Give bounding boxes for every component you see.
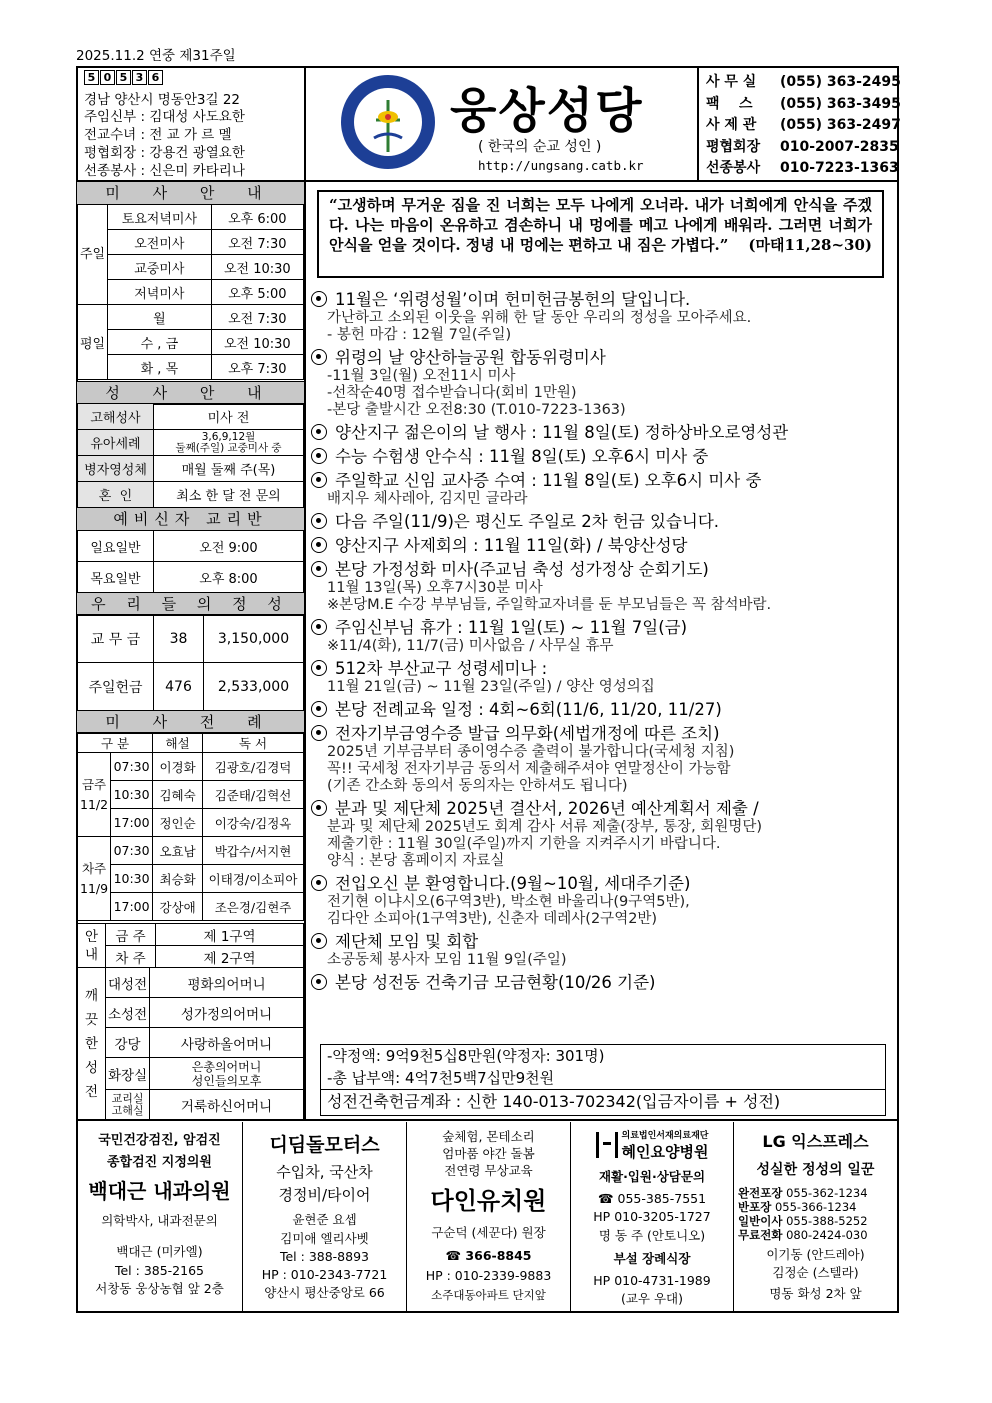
notice-heading: 수능 수험생 안수식 : 11월 8일(토) 오후6시 미사 중 <box>335 447 709 466</box>
notice-detail: 11월 13일(목) 오후7시30분 미사 <box>327 580 543 596</box>
bullet-icon <box>311 974 327 990</box>
notice-heading: 양산지구 젊은이의 날 행사 : 11월 8일(토) 정하상바오로영성관 <box>335 423 789 442</box>
bullet-icon <box>311 875 327 891</box>
notice-detail: 꼭!! 국세청 전자기부금 동의서 제출해주셔야 연말정산이 가능함 <box>327 761 731 777</box>
bullet-icon <box>311 513 327 529</box>
notice-detail: -본당 출발시간 오전8:30 (T.010-7223-1363) <box>327 402 626 418</box>
notice-item <box>311 512 891 532</box>
ad-clinic: 국민건강검진, 암검진 종합검진 지정의원 백대근 내과의원 의학박사, 내과전문의 백대근 (미카엘) Tel : 385-2165 서창동 웅상농협 앞 2층 <box>77 1122 243 1311</box>
bullet-icon <box>311 291 327 307</box>
bullet-icon <box>311 537 327 553</box>
notice-item <box>311 700 891 720</box>
mass-header: 미 사 안 내 <box>77 181 304 205</box>
notice-heading: 전자기부금영수증 발급 의무화(세법개정에 따른 조치) <box>335 724 720 743</box>
bullet-icon <box>311 701 327 717</box>
notice-item <box>311 799 891 870</box>
notice-item <box>311 536 891 556</box>
notice-detail: (기존 간소화 동의서 동의자는 안하셔도 됩니다) <box>327 778 628 794</box>
notice-heading: 11월은 ‘위령성월’이며 헌미헌금봉헌의 달입니다. <box>335 290 691 309</box>
notice-detail: 11월 21일(금) ~ 11월 23일(주일) / 양산 영성의집 <box>327 679 655 695</box>
bullet-icon <box>311 472 327 488</box>
catechumen-header: 예비신자 교리반 <box>77 507 304 531</box>
issue-date: 2025.11.2 연중 제31주일 <box>76 48 236 64</box>
notice-item <box>311 618 891 655</box>
offering-header: 우 리 들 의 정 성 <box>77 592 304 616</box>
parish-url[interactable]: http://ungsang.catb.kr <box>478 158 644 173</box>
notice-detail: 2025년 기부금부터 종이영수증 출력이 불가합니다(국세청 지침) <box>327 744 735 760</box>
notice-detail: ※본당M.E 수강 부부님들, 주일학교자녀를 둔 부모님들은 꼭 참석바람. <box>327 597 772 613</box>
notice-item <box>311 659 891 696</box>
notice-list <box>311 290 891 997</box>
notice-detail: 분과 및 제단체 2025년도 회계 감사 서류 제출(장부, 통장, 회원명단) <box>327 819 763 835</box>
bullet-icon <box>311 660 327 676</box>
notice-item <box>311 471 891 508</box>
notice-item <box>311 560 891 614</box>
notice-item <box>311 874 891 928</box>
liturgy-table: 구 분 해설 독 서 금주 11/2 07:30 이경화 김광호/김경덕 10:30 김혜숙 김준태/김혁선 17:00 정인순 이강숙/김정옥 차주 11/9 07:30 오효남 박갑수/서지현 10:30 최승화 이태경/이소피아 17:00 강상애 조은경/김현주 <box>77 732 304 921</box>
notice-item <box>311 348 891 419</box>
notice-detail: 가난하고 소외된 이웃을 위해 한 달 동안 우리의 정성을 모아주세요. <box>327 310 752 326</box>
fund-account: 성전건축헌금계좌 : 신한 140-013-702342(입금자이름 + 성전) <box>321 1089 885 1114</box>
parish-title: 웅상성당 <box>450 83 644 139</box>
notice-heading: 본당 전례교육 일정 : 4회~6회(11/6, 11/20, 11/27) <box>335 700 722 719</box>
notice-detail: - 봉헌 마감 : 12월 7일(주일) <box>327 327 512 343</box>
notice-heading: 본당 성전동 건축기금 모금현황(10/26 기준) <box>335 973 656 992</box>
fund-paid: -총 납부액: 4억7천5백7십만9천원 <box>327 1069 555 1087</box>
bullet-icon <box>311 349 327 365</box>
bullet-icon <box>311 725 327 741</box>
address: 경남 양산시 명동안3길 22 <box>84 92 241 108</box>
ad-moving: LG 익스프레스 성실한 정성의 일꾼 완전포장 055-362-1234 반포장 055-366-1234 일반이사 055-388-5252 무료전화 080-2424-030 이기동 (안드레아) 김정순 (스텔라) 명동 화성 2차 앞 <box>734 1122 898 1311</box>
sacrament-header: 성 사 안 내 <box>77 381 304 405</box>
notice-detail: -11월 3일(월) 오전11시 미사 <box>327 368 516 384</box>
notice-item <box>311 932 891 969</box>
parish-logo <box>338 72 438 176</box>
notice-heading: 주임신부님 휴가 : 11월 1일(토) ~ 11월 7일(금) <box>335 618 688 637</box>
contact-list: 사 무 실 (055) 363-2495 팩 스 (055) 363-3495 사 제 관 (055) 363-2497 평협회장 010-2007-2835 선종봉사 010-7223-1363 <box>706 74 901 176</box>
staff-list: 주임신부 : 김대성 사도요한 전교수녀 : 전 교 가 르 멜 평협회장 : 강용건 광열요한 선종봉사 : 신은미 카타리나 <box>84 109 245 179</box>
notice-item <box>311 290 891 344</box>
notice-item <box>311 447 891 467</box>
fund-pledge: -약정액: 9억9천5십8만원(약정자: 301명) <box>327 1047 605 1065</box>
notice-item <box>311 724 891 795</box>
notice-detail: 전기현 이냐시오(6구역3반), 박소현 바울리나(9구역5반), <box>327 894 690 910</box>
ad-kindergarten: 숲체험, 몬테소리 엄마품 야간 돌봄 전연령 무상교육 다인유치원 구순덕 (세꾼다) 원장 ☎ 366-8845 HP : 010-2339-9883 소주대동아파트 단지앞 <box>407 1122 571 1311</box>
fund-box <box>320 1044 886 1116</box>
notice-item <box>311 973 891 993</box>
notice-heading: 분과 및 제단체 2025년 결산서, 2026년 예산계획서 제출 / <box>335 799 759 818</box>
bullet-icon <box>311 448 327 464</box>
bullet-icon <box>311 561 327 577</box>
guide-table: 안 내 금 주 제 1구역 차 주 제 2구역 <box>77 923 304 968</box>
notice-heading: 주일학교 신임 교사증 수여 : 11월 8일(토) 오후6시 미사 중 <box>335 471 762 490</box>
notice-heading: 본당 가정성화 미사(주교님 축성 성가정상 순회기도) <box>335 560 709 579</box>
hospital-logo-icon <box>596 1132 618 1158</box>
sacrament-table: 고해성사 미사 전 유아세례 3,6,9,12월 둘째(주일) 교중미사 중 병자영성체 매월 둘째 주(목) 혼 인 최소 한 달 전 문의 <box>77 403 304 508</box>
notice-detail: -선착순40명 접수받습니다(회비 1만원) <box>327 385 577 401</box>
catechumen-table: 일요일반 오전 9:00 목요일반 오후 8:00 <box>77 530 304 593</box>
notice-heading: 512차 부산교구 성령세미나 : <box>335 659 548 678</box>
notice-heading: 위령의 날 양산하늘공원 합동위령미사 <box>335 348 606 367</box>
postal-code: 5 0 5 3 6 <box>84 70 163 85</box>
ad-motors: 디딤돌모터스 수입차, 국산차 경정비/타이어 윤현준 요셉 김미애 엘리사벳 Tel : 388-8893 HP : 010-2343-7721 양산시 평산중앙로 66 <box>243 1122 407 1311</box>
bullet-icon <box>311 933 327 949</box>
liturgy-header: 미 사 전 례 <box>77 710 304 734</box>
notice-detail: 제출기한 : 11월 30일(주일)까지 기한을 지켜주시기 바랍니다. <box>327 836 721 852</box>
bullet-icon <box>311 800 327 816</box>
notice-item <box>311 423 891 443</box>
scripture-quote-box: “고생하며 무거운 짐을 진 너희는 모두 나에게 오너라. 내가 너희에게 안식을 주겠다. 나는 마음이 온유하고 겸손하니 내 멍에를 메고 나에게 배워라. 그러면 너희가 안식을 얻을 것이다. 정녕 내 멍에는 편하고 내 짐은 가볍다.” (마태11,28~30) <box>317 190 884 278</box>
cleaning-table: 깨 끗 한 성 전 대성전 평화의어머니 소성전 성가정의어머니 강당 사랑하올어머니 화장실 은총의어머니 성인들의모후 교리실 고해실 거룩하신어머니 <box>77 967 304 1120</box>
bullet-icon <box>311 619 327 635</box>
notice-detail: 소공동체 봉사자 모임 11월 9일(주일) <box>327 952 567 968</box>
notice-detail: 김다안 소피아(1구역3반), 신춘자 데레사(2구역2반) <box>327 911 658 927</box>
notice-heading: 전입오신 분 환영합니다.(9월~10월, 세대주기준) <box>335 874 691 893</box>
notice-detail: 배지우 체사레아, 김지민 글라라 <box>327 491 528 507</box>
notice-heading: 양산지구 사제회의 : 11월 11일(화) / 북양산성당 <box>335 536 688 555</box>
mass-table: 주일 토요저녁미사 오후 6:00 오전미사 오전 7:30 교중미사 오전 10:30 저녁미사 오후 5:00 평일 월 오전 7:30 수 , 금 오전 10:30 화 , 목 오후 7:30 <box>77 204 304 380</box>
notice-detail: ※11/4(화), 11/7(금) 미사없음 / 사무실 휴무 <box>327 638 614 654</box>
offering-table: 교 무 금 38 3,150,000 주일헌금 476 2,533,000 <box>77 614 304 711</box>
notice-detail: 양식 : 본당 홈페이지 자료실 <box>327 853 505 869</box>
notice-heading: 다음 주일(11/9)은 평신도 주일로 2차 헌금 있습니다. <box>335 512 720 531</box>
notice-heading: 제단체 모임 및 회합 <box>335 932 479 951</box>
parish-subtitle: ( 한국의 순교 성인 ) <box>478 139 602 155</box>
ad-hospital: 의료법인서재의료재단 혜인요양병원 재활·입원·상담문의 ☎ 055-385-7551 HP 010-3205-1727 명 동 주 (안토니오) 부설 장례식장 HP 010-4731-1989 (교우 우대) <box>571 1122 734 1311</box>
bullet-icon <box>311 424 327 440</box>
